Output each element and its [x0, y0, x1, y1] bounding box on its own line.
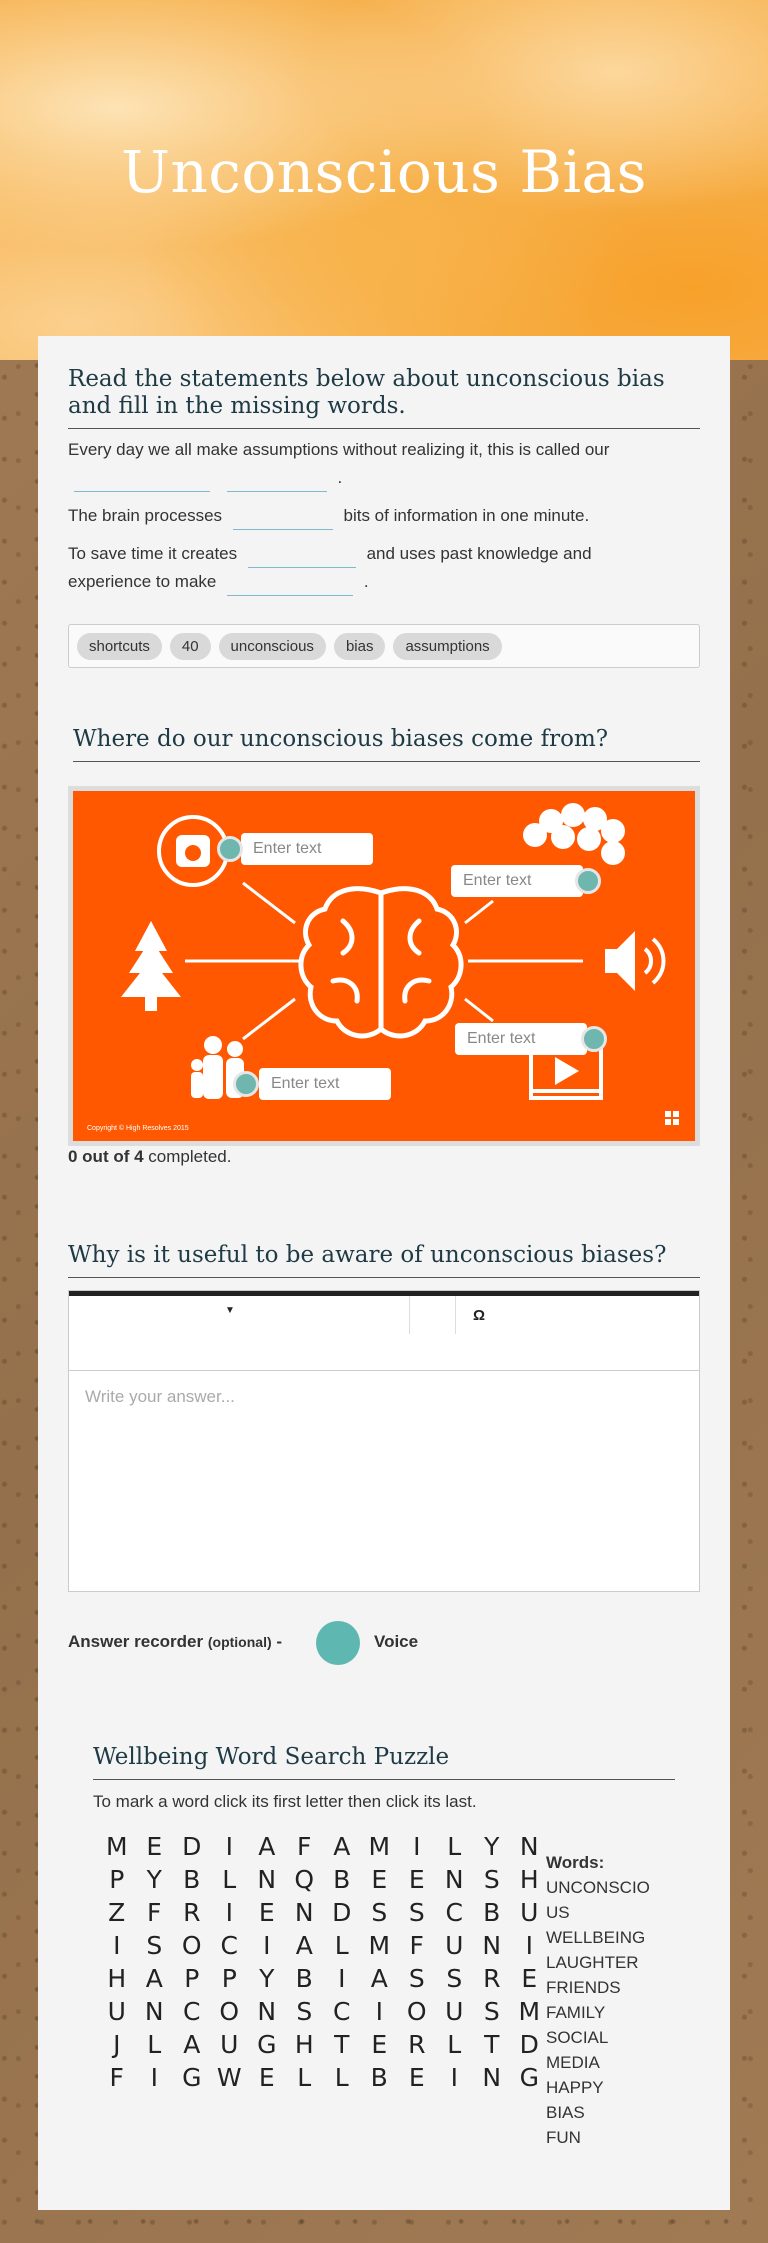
wordsearch-cell[interactable]: M: [518, 1997, 541, 2026]
wordsearch-cell[interactable]: Y: [259, 1964, 275, 1993]
wordsearch-cell[interactable]: A: [370, 1964, 388, 1993]
voice-label: Voice: [374, 1632, 419, 1651]
wordsearch-cell[interactable]: O: [406, 1997, 427, 2026]
worksheet-card: [38, 336, 730, 2210]
wordsearch-cell[interactable]: R: [483, 1964, 501, 1993]
wordsearch-cell[interactable]: A: [183, 2030, 201, 2059]
wordsearch-cell[interactable]: I: [225, 1832, 233, 1861]
progress-count: 0 out of 4: [68, 1147, 144, 1166]
wordsearch-cell[interactable]: F: [109, 2063, 124, 2092]
section-title: Why is it useful to be aware of unconscious biases?: [68, 1242, 700, 1278]
word-list-item: HAPPY: [546, 2078, 604, 2097]
wordsearch-cell[interactable]: F: [297, 1832, 312, 1861]
wordsearch-cell[interactable]: B: [183, 1865, 201, 1894]
hotspot-image: [73, 791, 695, 1141]
wordsearch-cell[interactable]: L: [297, 2063, 312, 2092]
hotspot-text-input-2[interactable]: Enter text: [451, 865, 583, 897]
wordsearch-cell[interactable]: E: [371, 2030, 388, 2059]
hotspot-marker-1[interactable]: [217, 836, 243, 862]
wordsearch-cell[interactable]: M: [368, 1931, 391, 1960]
wordsearch-cell[interactable]: D: [519, 2030, 539, 2059]
wordsearch-cell[interactable]: E: [371, 1865, 388, 1894]
answer-section: [68, 1242, 700, 1278]
statement-4: experience to make .: [68, 568, 700, 596]
wordsearch-row: [98, 1995, 548, 2028]
wordsearch-cell[interactable]: U: [445, 1931, 464, 1960]
recorder-label-row: [68, 1632, 282, 1652]
blank-input-4[interactable]: [248, 544, 356, 568]
wordsearch-cell[interactable]: U: [107, 1997, 126, 2026]
wordsearch-cell[interactable]: E: [258, 2063, 275, 2092]
wordsearch-cell[interactable]: T: [334, 2030, 350, 2059]
word-chip[interactable]: bias: [334, 633, 386, 660]
wordsearch-cell[interactable]: A: [145, 1964, 163, 1993]
wordsearch-cell[interactable]: N: [257, 1997, 277, 2026]
word-list-item: BIAS: [546, 2103, 585, 2122]
wordsearch-row: [98, 1896, 548, 1929]
word-list-items: [546, 1875, 676, 2150]
wordsearch-cell[interactable]: S: [483, 1997, 500, 2026]
section-title: Read the statements below about unconscious bias and fill in the missing words.: [68, 366, 700, 429]
wordsearch-cell[interactable]: S: [408, 1964, 425, 1993]
wordsearch-cell[interactable]: E: [258, 1898, 275, 1927]
wordsearch-cell[interactable]: Q: [294, 1865, 315, 1894]
wordsearch-row: [98, 1830, 548, 1863]
wordsearch-cell[interactable]: G: [519, 2063, 539, 2092]
wordsearch-cell[interactable]: E: [408, 2063, 425, 2092]
wordsearch-cell[interactable]: B: [370, 2063, 388, 2092]
word-bank: [68, 624, 700, 668]
special-character-button[interactable]: Ω: [472, 1307, 486, 1324]
wordsearch-row: [98, 1863, 548, 1896]
progress-suffix: completed.: [148, 1147, 232, 1166]
wordsearch-cell[interactable]: B: [295, 1964, 313, 1993]
wordsearch-cell[interactable]: I: [113, 1931, 121, 1960]
wordsearch-row: [98, 2061, 548, 2094]
wordsearch-cell[interactable]: P: [109, 1865, 125, 1894]
wordsearch-cell[interactable]: F: [409, 1931, 424, 1960]
word-list-item: LAUGHTER: [546, 1953, 639, 1972]
wordsearch-cell[interactable]: I: [450, 2063, 458, 2092]
answer-recorder: [68, 1618, 700, 1668]
wordsearch-cell[interactable]: R: [183, 1898, 201, 1927]
toolbar-divider: [409, 1296, 410, 1334]
wordsearch-cell[interactable]: N: [482, 2063, 502, 2092]
statement-2: The brain processes bits of information in one minute.: [68, 502, 700, 530]
wordsearch-cell[interactable]: I: [225, 1898, 233, 1927]
wordsearch-cell[interactable]: N: [519, 1832, 539, 1861]
word-list-heading: Words:: [546, 1853, 605, 1872]
wordsearch-cell[interactable]: S: [408, 1898, 425, 1927]
word-list-item: FRIENDS: [546, 1978, 621, 1997]
section-title: Where do our unconscious biases come from?: [73, 726, 700, 762]
fill-blanks-section: [68, 366, 700, 429]
wordsearch-cell[interactable]: I: [375, 1997, 383, 2026]
wordsearch-cell[interactable]: B: [483, 1898, 501, 1927]
word-chip[interactable]: unconscious: [219, 633, 326, 660]
wordsearch-instruction: To mark a word click its first letter then click its last.: [93, 1792, 477, 1811]
wordsearch-cell[interactable]: I: [525, 1931, 533, 1960]
copyright-text: Copyright © High Resolves 2015: [87, 1125, 189, 1132]
word-list-item: FAMILY: [546, 2003, 606, 2022]
wordsearch-cell[interactable]: S: [296, 1997, 313, 2026]
wordsearch-cell[interactable]: N: [294, 1898, 314, 1927]
wordsearch-cell[interactable]: N: [257, 1865, 277, 1894]
section-title: Wellbeing Word Search Puzzle: [93, 1744, 675, 1780]
blank-input-3[interactable]: [233, 506, 333, 530]
word-chip[interactable]: assumptions: [393, 633, 501, 660]
wordsearch-cell[interactable]: M: [105, 1832, 128, 1861]
word-list-item: FUN: [546, 2128, 581, 2147]
wordsearch-cell[interactable]: C: [183, 1997, 201, 2026]
wordsearch-cell[interactable]: Y: [146, 1865, 162, 1894]
wordsearch-cell[interactable]: C: [333, 1997, 351, 2026]
wordsearch-cell[interactable]: R: [408, 2030, 426, 2059]
hotspot-text-input-4[interactable]: Enter text: [259, 1068, 391, 1100]
wordsearch-cell[interactable]: B: [333, 1865, 351, 1894]
wordsearch-cell[interactable]: A: [333, 1832, 351, 1861]
wordsearch-cell[interactable]: O: [219, 1997, 240, 2026]
wordsearch-row: [98, 2028, 548, 2061]
wordsearch-grid: [98, 1830, 548, 2094]
page-title: Unconscious Bias: [121, 138, 647, 206]
fill-blanks-text: [68, 436, 700, 596]
hotspot-progress: [68, 1147, 700, 1167]
wordsearch-cell[interactable]: L: [334, 1931, 349, 1960]
chevron-down-icon: ▼: [225, 1305, 235, 1316]
statement-1-blanks: .: [68, 464, 700, 494]
toolbar-divider: [455, 1296, 456, 1334]
wordsearch-cell[interactable]: D: [332, 1898, 352, 1927]
wordsearch-cell[interactable]: N: [444, 1865, 464, 1894]
word-list: [546, 1850, 676, 2150]
wordsearch-cell[interactable]: M: [368, 1832, 391, 1861]
wordsearch-cell[interactable]: A: [295, 1931, 313, 1960]
wordsearch-cell[interactable]: U: [220, 2030, 239, 2059]
hotspot-image-frame: [68, 786, 700, 1146]
recorder-optional: (optional): [207, 1634, 272, 1650]
recorder-label: Answer recorder: [68, 1632, 204, 1651]
wordsearch-row: [98, 1962, 548, 1995]
blank-input-1[interactable]: [74, 468, 210, 492]
record-voice-button[interactable]: [316, 1621, 360, 1665]
wordsearch-cell[interactable]: S: [483, 1865, 500, 1894]
wordsearch-cell[interactable]: G: [182, 2063, 202, 2092]
word-chip[interactable]: 40: [170, 633, 211, 660]
word-list-item: UNCONSCIO US: [546, 1878, 650, 1922]
wordsearch-cell[interactable]: S: [446, 1964, 463, 1993]
wordsearch-cell[interactable]: L: [447, 1832, 462, 1861]
speaker-icon: [605, 931, 664, 991]
wordsearch-cell[interactable]: I: [338, 1964, 346, 1993]
word-list-item: WELLBEING: [546, 1928, 646, 1947]
word-chip[interactable]: shortcuts: [77, 633, 162, 660]
wordsearch-cell[interactable]: I: [413, 1832, 421, 1861]
wordsearch-row: [98, 1929, 548, 1962]
wordsearch-cell[interactable]: H: [107, 1964, 127, 1993]
hotspot-marker-3[interactable]: [581, 1026, 607, 1052]
wordsearch-cell[interactable]: A: [258, 1832, 276, 1861]
wordsearch-cell[interactable]: O: [181, 1931, 202, 1960]
wordsearch-cell[interactable]: U: [520, 1898, 539, 1927]
wordsearch-cell[interactable]: T: [484, 2030, 500, 2059]
brain-icon: [301, 889, 461, 1036]
wordsearch-cell[interactable]: I: [150, 2063, 158, 2092]
wordsearch-section: [93, 1744, 675, 1780]
wordsearch-cell[interactable]: Z: [108, 1898, 126, 1927]
wordsearch-cell[interactable]: P: [184, 1964, 200, 1993]
wordsearch-cell[interactable]: H: [519, 1865, 539, 1894]
hotspot-text-input-3[interactable]: Enter text: [455, 1023, 587, 1055]
blank-input-2[interactable]: [227, 468, 327, 492]
wordsearch-cell[interactable]: N: [482, 1931, 502, 1960]
format-dropdown[interactable]: [69, 1296, 409, 1336]
hotspot-section: [73, 726, 700, 762]
word-list-item: MEDIA: [546, 2053, 600, 2072]
wordsearch-cell[interactable]: G: [257, 2030, 277, 2059]
wordsearch-cell[interactable]: F: [147, 1898, 162, 1927]
crowd-icon: [523, 803, 625, 865]
wordsearch-cell[interactable]: Y: [484, 1832, 500, 1861]
answer-textarea[interactable]: Write your answer...: [85, 1387, 235, 1406]
hotspot-marker-2[interactable]: [575, 868, 601, 894]
wordsearch-cell[interactable]: D: [182, 1832, 202, 1861]
wordsearch-cell[interactable]: L: [447, 2030, 462, 2059]
editor-toolbar: [69, 1291, 699, 1371]
wordsearch-cell[interactable]: W: [216, 2063, 242, 2092]
wordsearch-cell[interactable]: E: [408, 1865, 425, 1894]
wordsearch-cell[interactable]: U: [445, 1997, 464, 2026]
wordsearch-cell[interactable]: S: [371, 1898, 388, 1927]
wordsearch-cell[interactable]: C: [220, 1931, 238, 1960]
statement-1: Every day we all make assumptions without realizing it, this is called our: [68, 440, 610, 459]
word-list-item: SOCIAL: [546, 2028, 609, 2047]
hotspot-marker-4[interactable]: [233, 1071, 259, 1097]
wordsearch-cell[interactable]: E: [521, 1964, 538, 1993]
christmas-tree-icon: [121, 921, 181, 1011]
wordsearch-cell[interactable]: E: [146, 1832, 163, 1861]
answer-editor: [68, 1290, 700, 1592]
wordsearch-cell[interactable]: J: [113, 2030, 121, 2059]
header-banner: [0, 0, 768, 360]
wordsearch-cell[interactable]: P: [221, 1964, 237, 1993]
recorder-dash: -: [276, 1632, 283, 1651]
wordsearch-cell[interactable]: L: [222, 1865, 237, 1894]
wordsearch-cell[interactable]: L: [334, 2063, 349, 2092]
wordsearch-cell[interactable]: L: [147, 2030, 162, 2059]
wordsearch-cell[interactable]: H: [294, 2030, 314, 2059]
wordsearch-cell[interactable]: I: [263, 1931, 271, 1960]
hotspot-text-input-1[interactable]: Enter text: [241, 833, 373, 865]
blank-input-5[interactable]: [227, 572, 353, 596]
wordsearch-cell[interactable]: S: [146, 1931, 163, 1960]
logo-mark-icon: [665, 1111, 679, 1125]
wordsearch-cell[interactable]: C: [445, 1898, 463, 1927]
statement-3: To save time it creates and uses past knowledge and: [68, 540, 700, 568]
wordsearch-cell[interactable]: N: [144, 1997, 164, 2026]
